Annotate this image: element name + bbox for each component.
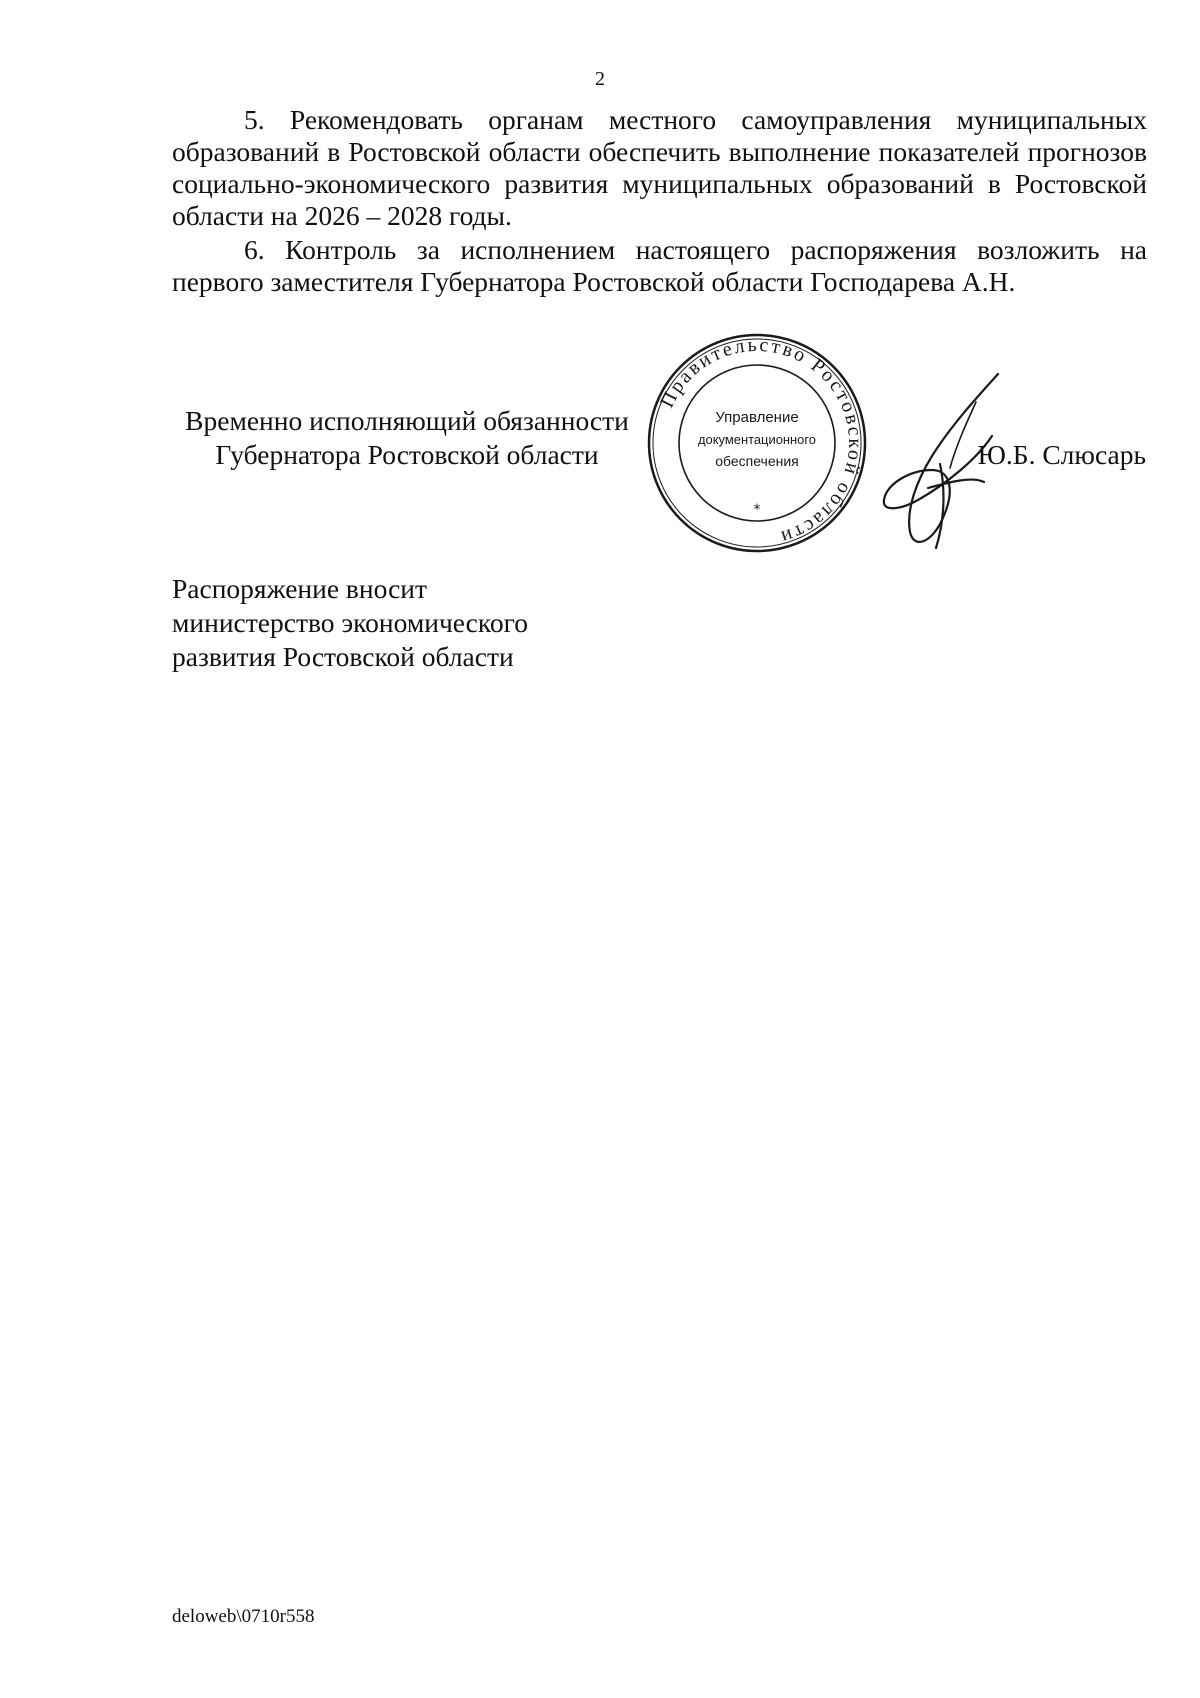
submitter-line1: Распоряжение вносит [172, 573, 428, 604]
paragraph-5: 5. Рекомендовать органам местного самоуправления муниципальных образований в Ростовской области обеспечить выполнение показателей прогнозов социально-экономического развития муниципальных образований в Ростовской области на 2026 – 2028 годы. [172, 104, 1147, 231]
seal-inner-line3: обеспечения [715, 453, 799, 469]
official-seal [646, 332, 868, 554]
page-number: 2 [595, 68, 605, 90]
submitter-block [172, 572, 528, 674]
document-body [172, 104, 1147, 300]
signer-name: Ю.Б. Слюсарь [977, 439, 1146, 470]
paragraph-6: 6. Контроль за исполнением настоящего распоряжения возложить на первого заместителя Губернатора Ростовской области Господарева А.Н. [172, 234, 1147, 297]
seal-inner-line2: документационного [698, 432, 816, 447]
submitter-line2: министерство экономического [172, 607, 528, 638]
signatory-position-line1: Временно исполняющий обязанности [185, 405, 629, 436]
signatory-position-line2: Губернатора Ростовской области [215, 439, 599, 470]
seal-inner-line1: Управление [715, 409, 799, 426]
seal-star: * [753, 502, 761, 518]
submitter-line3: развития Ростовской области [172, 641, 514, 672]
seal-outer-text: Правительство Ростовской области [655, 333, 867, 550]
footer-document-code: deloweb\0710r558 [172, 1606, 315, 1627]
signatory-position [172, 404, 642, 472]
